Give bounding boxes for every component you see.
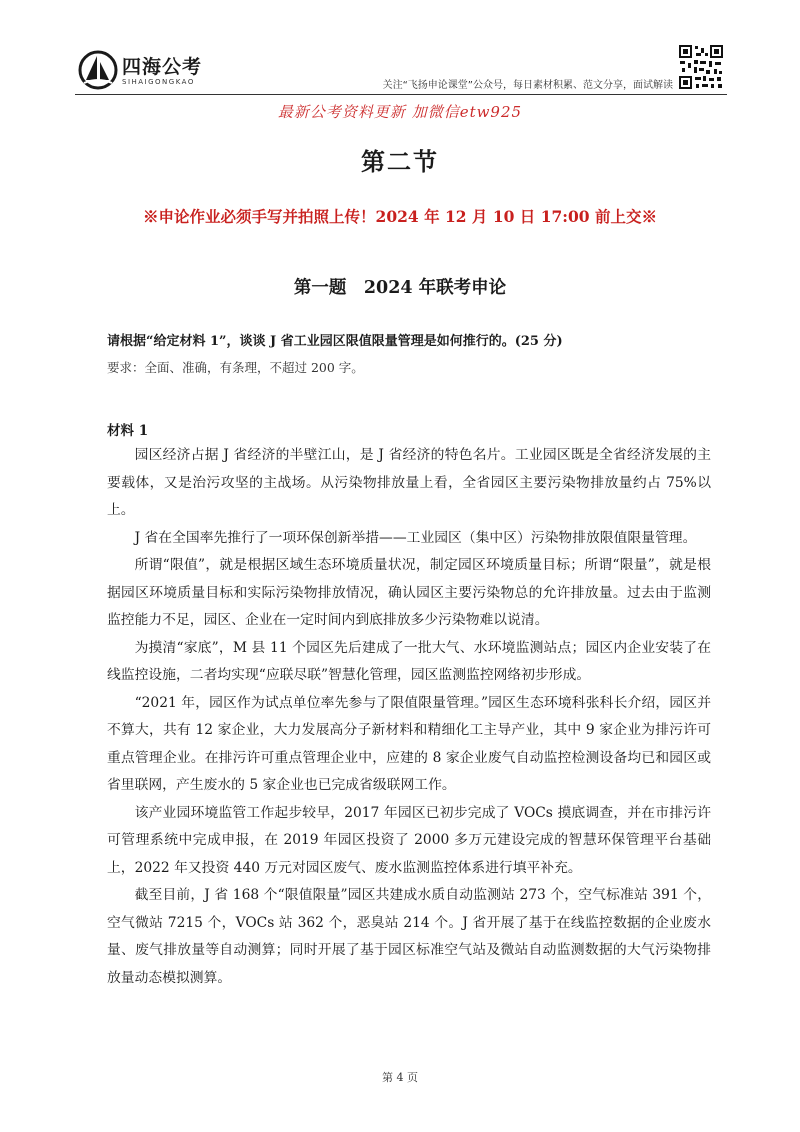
brand-logo <box>78 50 228 95</box>
question-prompt: 请根据“给定材料 1”，谈谈 J 省工业园区限值限量管理是如何推行的。(25 分) <box>107 334 563 349</box>
page-header <box>0 0 800 100</box>
header-note: 关注“飞扬申论课堂”公众号，每日素材积累、范文分享，面试解读 <box>382 80 673 91</box>
material-paragraph: 该产业园环境监管工作起步较早，2017 年园区已初步完成了 VOCs 摸底调查，并在市排污许可管理系统中完成申报，在 2019 年园区投资了 2000 多万元建设完成的智慧环保管理平台基础上，2022 年又投资 440 万元对园区废气、废水监测监控体系进行填平补充。 <box>107 804 711 876</box>
promo-banner: 最新公考资料更新 加微信etw925 <box>277 103 523 121</box>
material-paragraph: 所谓“限值”，就是根据区域生态环境质量状况，制定园区环境质量目标；所谓“限量”，就是根据园区环境质量目标和实际污染物排放情况，确认园区主要污染物总的允许排放量。过去由于监测监控能力不足，园区、企业在一定时间内到底排放多少污染物难以说清。 <box>107 557 711 628</box>
question-title: 第一题 2024 年联考申论 <box>293 278 507 298</box>
material-paragraph: 截至目前，J 省 168 个“限值限量”园区共建成水质自动监测站 273 个，空气标准站 391 个，空气微站 7215 个，VOCs 站 362 个，恶臭站 214 个。J 省开展了基于在线监控数据的企业废水量、废气排放量等自动测算；同时开展了基于园区标准空气站及微站自动监测数据的大气污染物排放量动态模拟测算。 <box>107 887 711 986</box>
brand-subtitle: SIHAIGONGKAO <box>122 78 195 86</box>
question-requirement: 要求：全面、准确，有条理，不超过 200 字。 <box>107 360 364 375</box>
material-paragraph: 园区经济占据 J 省经济的半壁江山，是 J 省经济的特色名片。工业园区既是全省经济发展的主要载体，又是治污攻坚的主战场。从污染物排放量上看，全省园区主要污染物排放量约占 75%以上。 <box>107 447 711 518</box>
qr-code-icon <box>678 44 724 90</box>
section-title: 第二节 <box>361 147 439 176</box>
brand-name: 四海公考 <box>122 56 203 78</box>
material-paragraph: 为摸清“家底”，M 县 11 个园区先后建成了一批大气、水环境监测站点；园区内企业安装了在线监控设施，二者均实现“应联尽联”智慧化管理，园区监测监控网络初步形成。 <box>107 639 711 683</box>
submission-notice: ※申论作业必须手写并拍照上传！2024 年 12 月 10 日 17:00 前上交※ <box>143 207 657 226</box>
material-paragraph: J 省在全国率先推行了一项环保创新举措——工业园区（集中区）污染物排放限值限量管理。 <box>134 529 697 546</box>
material-body <box>107 442 711 992</box>
material-paragraph: “2021 年，园区作为试点单位率先参与了限值限量管理。”园区生态环境科张科长介绍，园区并不算大，共有 12 家企业，大力发展高分子新材料和精细化工主导产业，其中 9 家企业为排污许可重点管理企业。在排污许可重点管理企业中，应建的 8 家企业废气自动监控检测设备均已和园区或省里联网，产生废水的 5 家企业也已完成省级联网工作。 <box>107 694 711 793</box>
material-title: 材料 1 <box>107 423 149 439</box>
header-divider <box>75 94 727 95</box>
sailboat-logo-icon <box>78 50 118 90</box>
page-number: 第 4 页 <box>382 1071 418 1084</box>
